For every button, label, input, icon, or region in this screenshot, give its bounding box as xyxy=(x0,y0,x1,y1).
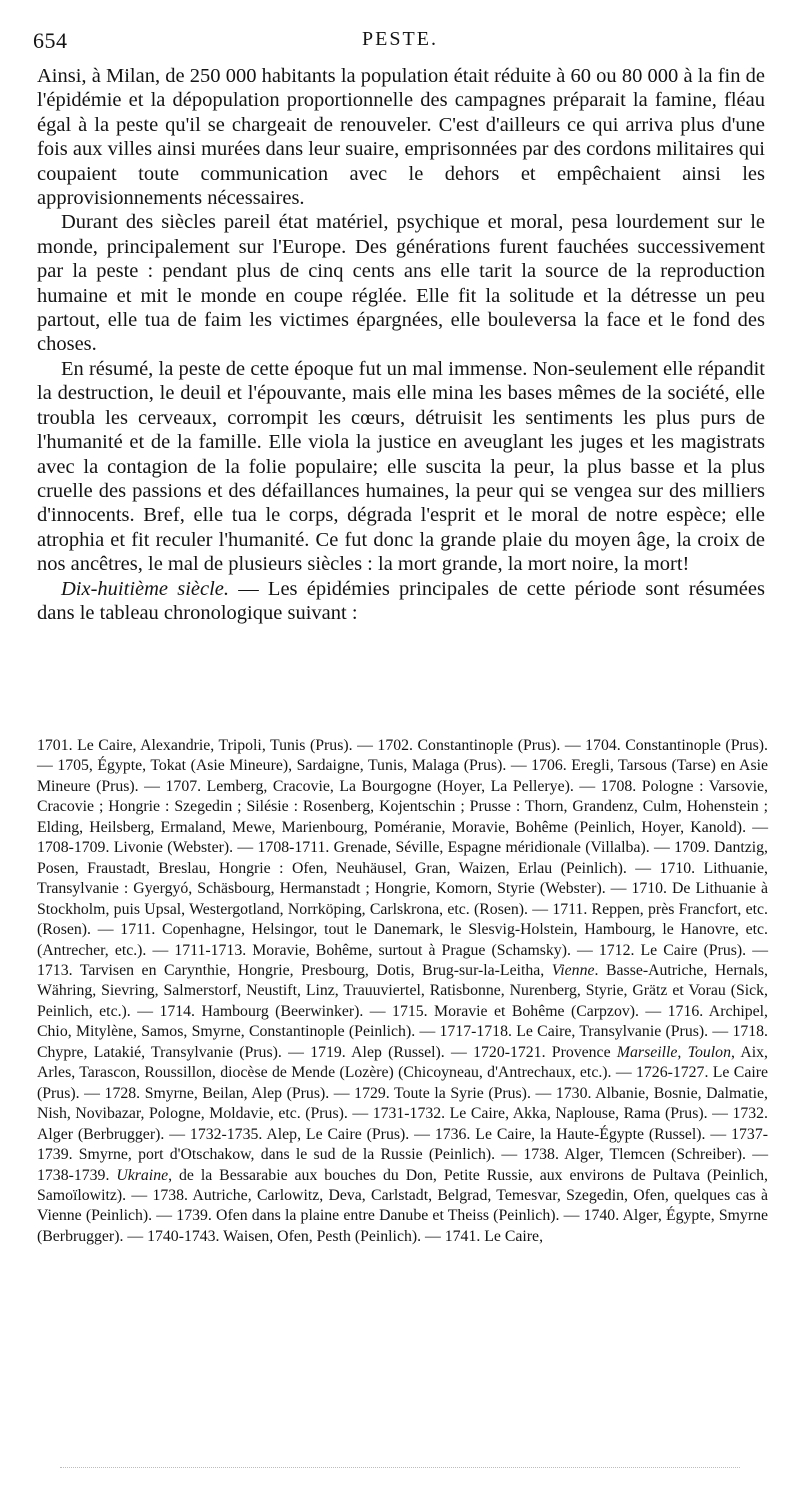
paragraph-eighteenth-century xyxy=(37,577,765,626)
chronology-part-1: 1701. Le Caire, Alexandrie, Tripoli, Tunis (Prus). — 1702. Constantinople (Prus). — 1704. Constantinople (Prus). — 1705, Égypte, Tokat (Asie Mineure), Sardaigne, Tunis, Malaga (Prus). — 1706. Eregli, Tarsous (Tarse) en Asie Mineure (Prus). — 1707. Lemberg, Cracovie, La Bourgogne (Hoyer, La Pellerye). — 1708. Pologne : Varsovie, Cracovie ; Hongrie : Szegedin ; Silésie : Rosenberg, Kojentschin ; Prusse : Thorn, Grandenz, Culm, Hohenstein ; Elding, Heilsberg, Ermaland, Mewe, Marienbourg, Poméranie, Moravie, Bohême (Peinlich, Hoyer, Kanold). — 1708-1709. Livonie (Webster). — 1708-1711. Grenade, Séville, Espagne méridionale (Villalba). — 1709. Dantzig, Posen, Fraustadt, Breslau, Hongrie : Ofen, Neuhäusel, Gran, Waizen, Erlau (Peinlich). — 1710. Lithuanie, Transylvanie : Gyergyó, Schäsbourg, Hermanstadt ; Hongrie, Komorn, Styrie (Webster). — 1710. De Lithuanie à Stockholm, puis Upsal, Westergotland, Norrköping, Carlskrona, etc. (Rosen). — 1711. Reppen, près Francfort, etc. (Rosen). — 1711. Copenhagne, Helsingor, tout le Danemark, le Slesvig-Holstein, Hambourg, le Hanovre, etc. (Antrecher, etc.). — 1711-1713. Moravie, Bohême, surtout à Prague (Schamsky). — 1712. Le Caire (Prus). — 1713. Tarvisen en Carynthie, Hongrie, Presbourg, Dotis, Brug-sur-la-Leitha, xyxy=(37,737,768,979)
paragraph-centuries: Durant des siècles pareil état matériel, psychique et moral, pesa lourdement sur le monde, principalement sur l'Europe. Des générations furent fauchées successivement par la peste : pendant plus de cinq cents ans elle tarit la source de la reproduction humaine et mit le monde en coupe réglée. Elle fit la solitude et la détresse un peu partout, elle tua de faim les victimes épargnées, elle bouleversa la face et le fond des choses. xyxy=(37,211,765,356)
chronology-part-4: , de la Bessarabie aux bouches du Don, Petite Russie, aux environs de Pultava (Peinlich, Samoïlowitz). — 1738. Autriche, Carlowitz, Deva, Carlstadt, Belgrad, Temesvar, Szegedin, Ofen, quelques cas à Vienne (Peinlich). — 1739. Ofen dans la plaine entre Danube et Theiss (Peinlich). — 1740. Alger, Égypte, Smyrne (Berbrugger). — 1740-1743. Waisen, Ofen, Pesth (Peinlich). — 1741. Le Caire, xyxy=(37,1166,768,1245)
chronology-text xyxy=(37,736,768,1247)
page-header xyxy=(33,28,767,58)
chronology-ukraine: Ukraine xyxy=(116,1166,169,1184)
paragraph-milan: Ainsi, à Milan, de 250 000 habitants la population était réduite à 60 ou 80 000 à la fin de l'épidémie et la dépopulation proportionnelle des campagnes préparait la famine, fléau égal à la peste qu'il se chargeait de renouveler. C'est d'ailleurs ce qui arriva plus d'une fois aux villes ainsi murées dans leur suaire, emprisonnées par des cordons militaires qui coupaient toute communication avec le dehors et empêchaient ainsi les approvisionnements nécessaires. xyxy=(37,65,765,210)
footer-dotted-rule xyxy=(60,1467,740,1471)
section-lead-italic: Dix-huitième siècle. xyxy=(61,577,230,600)
page-number: 654 xyxy=(33,28,68,53)
running-title: PESTE. xyxy=(362,28,438,50)
chronology-part-2: . Basse-Autriche, Hernals, Währing, Sievring, Salmerstorf, Neustift, Linz, Trauuviertel, Ratisbonne, Nurenberg, Styrie, Grätz et Vorau (Sick, Peinlich, etc.). — 1714. Hambourg (Beerwinker). — 1715. Moravie et Bohême (Carpzov). — 1716. Archipel, Chio, Mitylène, Samos, Smyrne, Constantinople (Peinlich). — 1717-1718. Le Caire, Transylvanie (Prus). — 1718. Chypre, Latakié, Transylvanie (Prus). — 1719. Alep (Russel). — 1720-1721. Provence xyxy=(37,961,768,1061)
chronology-part-3: , Aix, Arles, Tarascon, Roussillon, diocèse de Mende (Lozère) (Chicoyneau, d'Antrechaux, etc.). — 1726-1727. Le Caire (Prus). — 1728. Smyrne, Beilan, Alep (Prus). — 1729. Toute la Syrie (Prus). — 1730. Albanie, Bosnie, Dalmatie, Nish, Novibazar, Pologne, Moldavie, etc. (Prus). — 1731-1732. Le Caire, Akka, Naplouse, Rama (Prus). — 1732. Alger (Berbrugger). — 1732-1735. Alep, Le Caire (Prus). — 1736. Le Caire, la Haute-Égypte (Russel). — 1737-1739. Smyrne, port d'Otschakow, dans le sud de la Russie (Peinlich). — 1738. Alger, Tlemcen (Schreiber). — 1738-1739. xyxy=(37,1043,768,1184)
chronology-table xyxy=(37,736,768,1247)
chronology-vienne: Vienne xyxy=(551,961,595,979)
paragraph-summary: En résumé, la peste de cette époque fut un mal immense. Non-seulement elle répandit la destruction, le deuil et l'épouvante, mais elle mina les bases mêmes de la société, elle troubla les cerveaux, corrompit les cœurs, détruisit les sentiments les plus purs de l'humanité et de la famille. Elle viola la justice en aveuglant les juges et les magistrats avec la contagion de la folie populaire; elle suscita la peur, la plus basse et la plus cruelle des passions et des défaillances humaines, la peur qui se vengea sur des milliers d'innocents. Bref, elle tua le corps, dégrada l'esprit et le moral de notre espèce; elle atrophia et fit reculer l'humanité. Ce fut donc la grande plaie du moyen âge, la croix de nos ancêtres, le mal de plusieurs siècles : la mort grande, la mort noire, la mort! xyxy=(37,357,765,576)
section-intro-text: — Les épidémies principales de cette période sont résumées dans le tableau chronologique suivant : xyxy=(37,577,765,624)
main-text xyxy=(37,64,765,625)
chronology-marseille: Marseille, Toulon xyxy=(616,1043,731,1061)
